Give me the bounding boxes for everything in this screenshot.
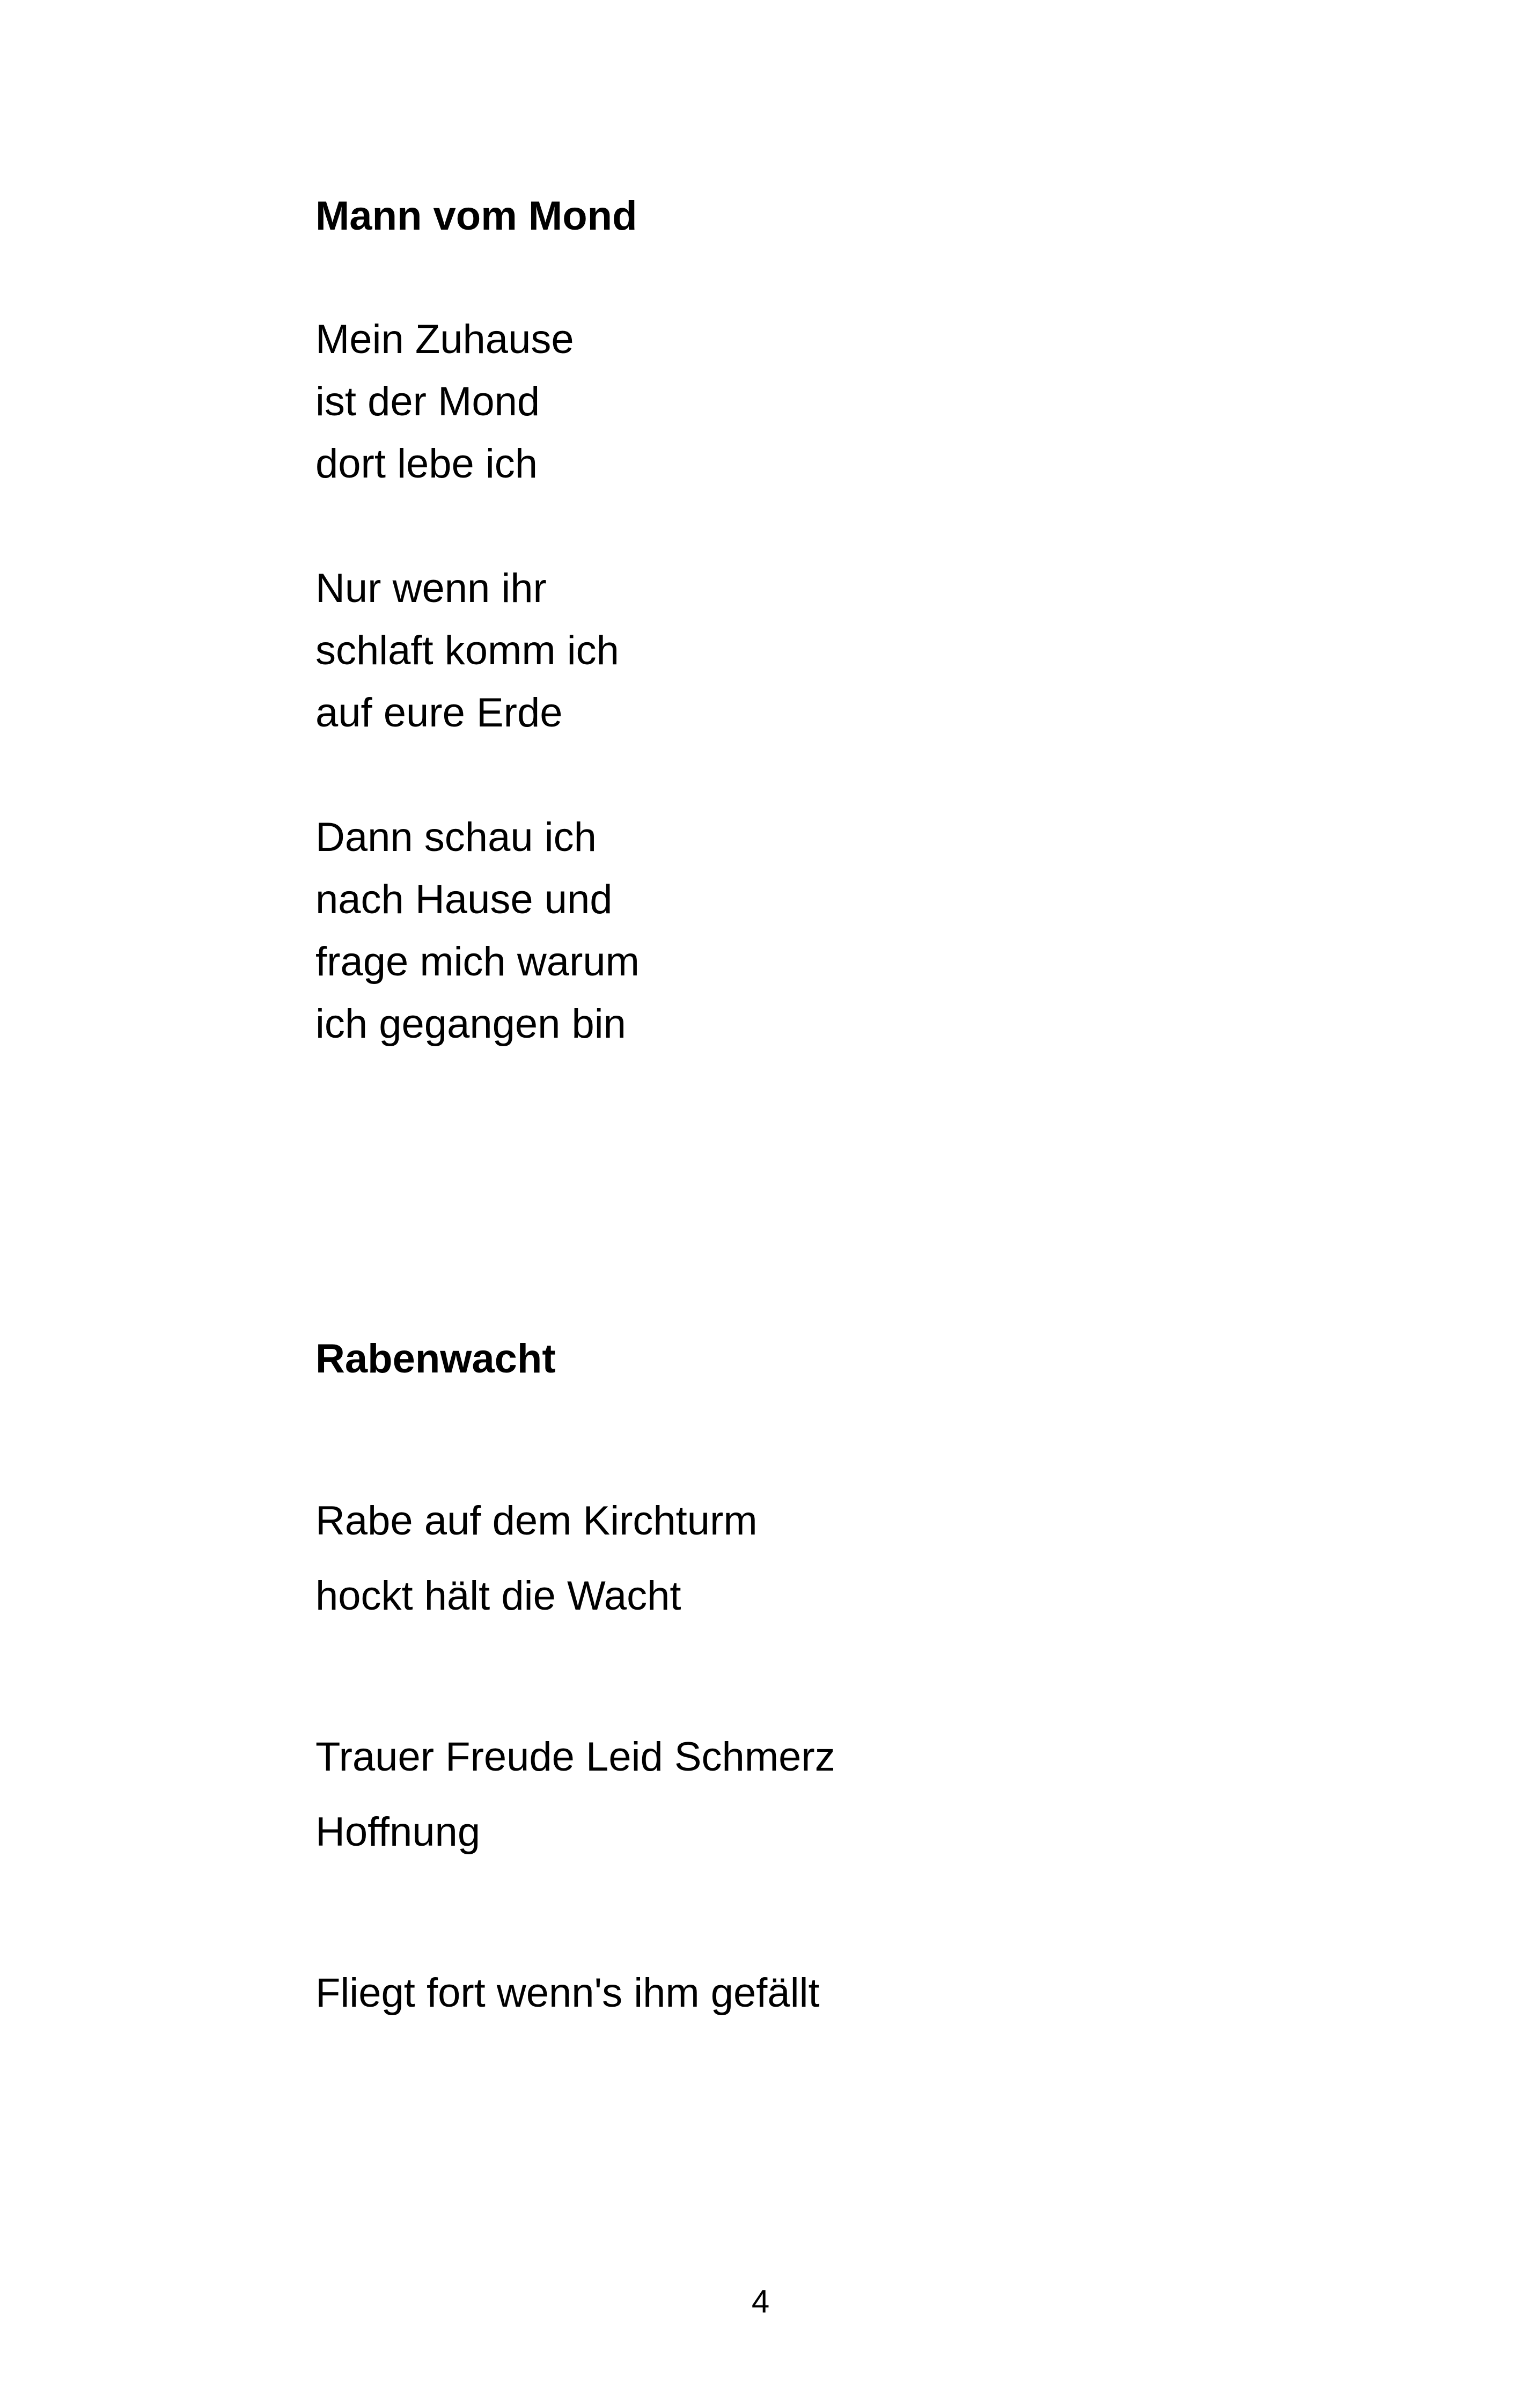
poem-title: Mann vom Mond — [315, 193, 637, 239]
poem-line: Nur wenn ihr — [315, 566, 547, 611]
poem-line: hockt hält die Wacht — [315, 1573, 681, 1619]
poem-line: schlaft komm ich — [315, 628, 619, 673]
poem-line: Dann schau ich — [315, 814, 597, 860]
poem-line: auf eure Erde — [315, 690, 563, 736]
poem-line: dort lebe ich — [315, 441, 538, 487]
poem-line: Trauer Freude Leid Schmerz — [315, 1734, 835, 1780]
poem-line: Rabe auf dem Kirchturm — [315, 1498, 758, 1544]
poem-line: Fliegt fort wenn's ihm gefällt — [315, 1970, 820, 2016]
poem-line: ich gegangen bin — [315, 1001, 626, 1047]
poem-line: ist der Mond — [315, 379, 540, 424]
poem-line: nach Hause und — [315, 877, 613, 922]
poem-line: Mein Zuhause — [315, 317, 574, 362]
page-number: 4 — [751, 2284, 770, 2319]
poem-title: Rabenwacht — [315, 1336, 556, 1382]
poem-line: frage mich warum — [315, 939, 640, 985]
poem-line: Hoffnung — [315, 1809, 481, 1855]
